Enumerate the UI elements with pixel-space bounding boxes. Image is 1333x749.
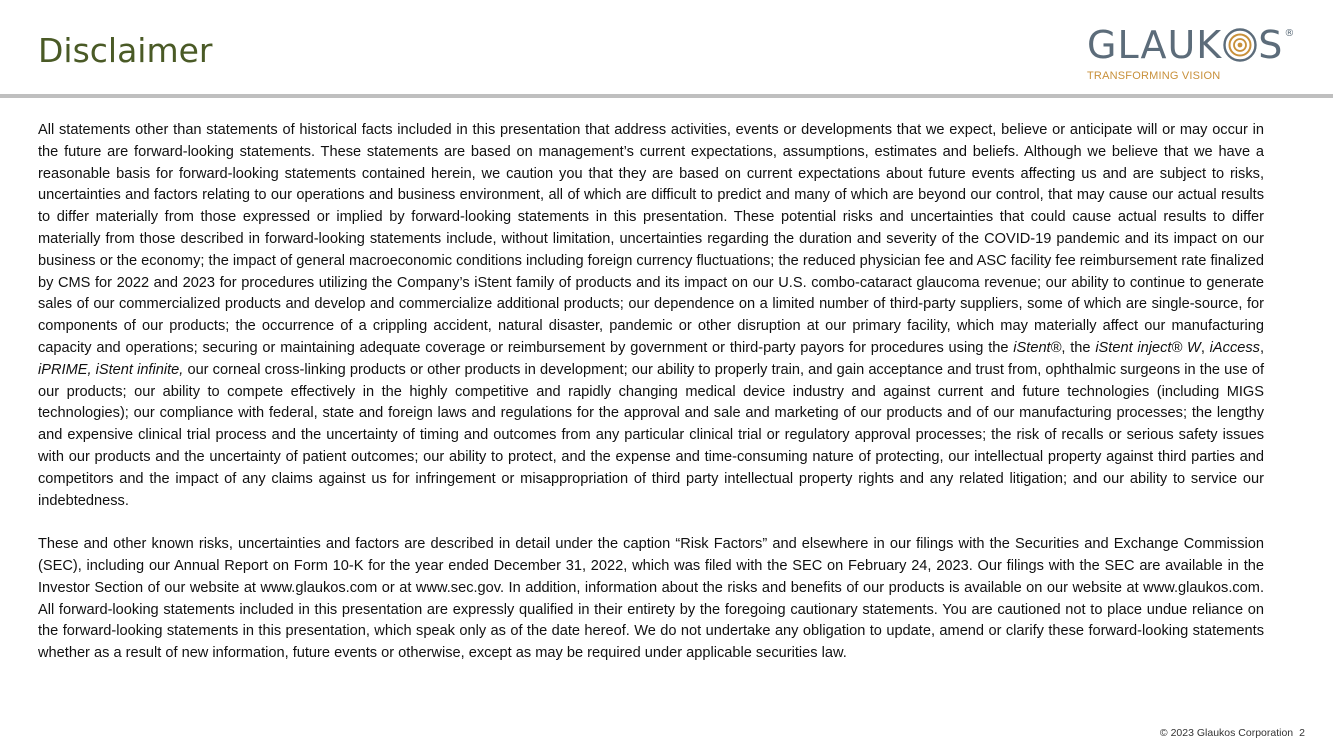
logo-wordmark-left: GLAUK	[1087, 23, 1223, 67]
registered-mark: ®	[1284, 28, 1296, 39]
page-title: Disclaimer	[38, 31, 213, 70]
copyright-text: © 2023 Glaukos Corporation	[1159, 727, 1294, 739]
logo-tagline: TRANSFORMING VISION	[1087, 70, 1221, 82]
company-logo	[1087, 23, 1297, 88]
page-number: 2	[1299, 727, 1305, 739]
logo-wordmark-right: S	[1258, 23, 1284, 67]
header-divider	[0, 94, 1333, 98]
disclaimer-paragraph-2: These and other known risks, uncertainties and factors are described in detail under the caption “Risk Factors” and elsewhere in our filings with the Securities and Exchange Commission (SEC), including our Annual Report on Form 10-K for the year ended December 31, 2022, which was filed with the SEC on February 24, 2023. Our filings with the SEC are available in the Investor Section of our website at www.glaukos.com or at www.sec.gov. In addition, information about the risks and benefits of our products is available on our website at www.glaukos.com. All forward-looking statements included in this presentation are expressly qualified in their entirety by the foregoing cautionary statements. You are cautioned not to place undue reliance on the forward-looking statements in this presentation, which speak only as of the date hereof. We do not undertake any obligation to update, amend or clarify these forward-looking statements whether as a result of new information, future events or otherwise, except as may be required under applicable securities law.	[38, 536, 1264, 662]
logo-wordmark	[1087, 23, 1296, 67]
disclaimer-paragraph-1: All statements other than statements of historical facts included in this presentation that address activities, events or developments that we expect, believe or anticipate will or may occur in the future are forward-looking statements. These statements are based on management’s current expectations, assumptions, estimates and beliefs. Although we believe that we have a reasonable basis for forward-looking statements contained herein, we caution you that they are based on current expectations about future events affecting us and are subject to risks, uncertainties and factors relating to our operations and business environment, all of which are difficult to predict and many of which are beyond our control, that may cause our actual results to differ materially from those expressed or implied by forward-looking statements in this presentation. These potential risks and uncertainties that could cause actual results to differ materially from those described in forward-looking statements include, without limitation, uncertainties regarding the duration and severity of the COVID-19 pandemic and its impact on our business or the economy; the impact of general macroeconomic conditions including foreign currency fluctuations; the reduced physician fee and ASC facility fee reimbursement rate finalized by CMS for 2022 and 2023 for procedures utilizing the Company’s iStent family of products and its impact on our U.S. combo-cataract glaucoma revenue; our ability to continue to generate sales of our commercialized products and develop and commercialize additional products; our dependence on a limited number of third-party suppliers, some of which are single-source, for components of our products; the occurrence of a crippling accident, natural disaster, pandemic or other disruption at our primary facility, which may materially affect our manufacturing capacity and operations; securing or maintaining adequate coverage or reimbursement by government or third-party payors for procedures using the iStent®, the iStent inject® W, iAccess, iPRIME, iStent infinite, our corneal cross-linking products or other products in development; our ability to properly train, and gain acceptance and trust from, ophthalmic surgeons in the use of our products; our ability to compete effectively in the highly competitive and rapidly changing medical device industry and against current and future technologies (including MIGS technologies); our compliance with federal, state and foreign laws and regulations for the approval and sale and marketing of our products and of our manufacturing processes; the lengthy and expensive clinical trial process and the uncertainty of timing and outcomes from any particular clinical trial or regulatory approval processes; the risk of recalls or serious safety issues with our products and the uncertainty of patient outcomes; our ability to protect, and the expense and time-consuming nature of protecting, our intellectual property against third parties and competitors and the impact of any claims against us for infringement or misappropriation of third party intellectual property rights and any related litigation; and our ability to service our indebtedness.	[38, 122, 1265, 509]
concentric-eye-icon	[1223, 28, 1257, 62]
slide-footer	[1160, 727, 1305, 739]
disclaimer-body	[38, 120, 1264, 665]
